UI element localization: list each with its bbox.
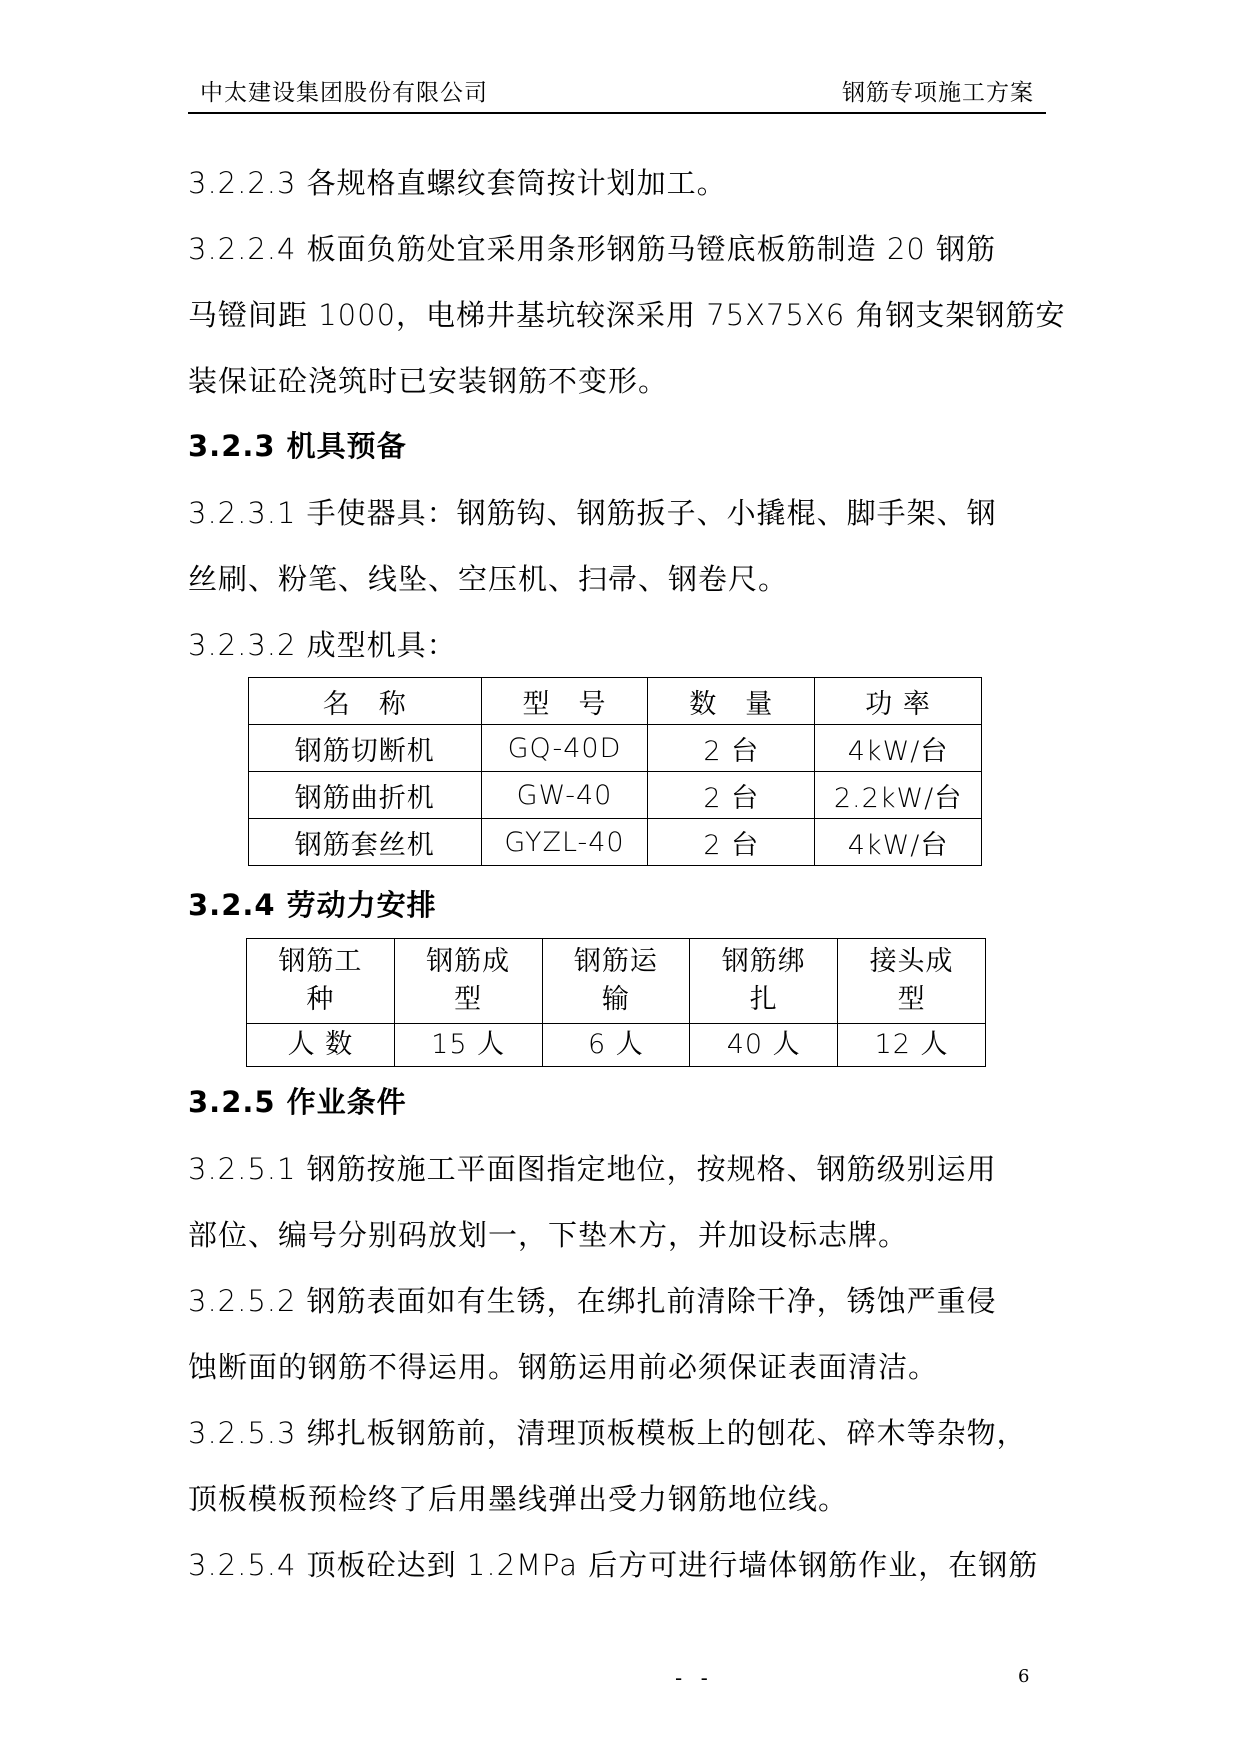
table-cell: 4kW/台 [815, 725, 982, 772]
table-header-row [247, 939, 986, 1024]
table-row [249, 819, 982, 866]
table-row [247, 1024, 986, 1067]
table-row [249, 772, 982, 819]
paragraph-line: 3.2.3.1 手使器具：钢筋钩、钢筋扳子、小撬棍、脚手架、钢 [188, 496, 997, 530]
table-cell: 人 数 [247, 1024, 395, 1067]
table-cell: GQ-40D [481, 725, 648, 772]
paragraph-line: 3.2.5.1 钢筋按施工平面图指定地位，按规格、钢筋级别运用 [188, 1152, 997, 1186]
paragraph-line: 顶板模板预检终了后用墨线弹出受力钢筋地位线。 [188, 1482, 849, 1516]
page-header [188, 70, 1046, 114]
paragraph-line: 蚀断面的钢筋不得运用。钢筋运用前必须保证表面清洁。 [188, 1350, 939, 1384]
paragraph-line: 丝刷、粉笔、线坠、空压机、扫帚、钢卷尺。 [188, 562, 789, 596]
paragraph-line: 部位、编号分别码放划一，下垫木方，并加设标志牌。 [188, 1218, 909, 1252]
table-cell: 钢筋套丝机 [249, 819, 482, 866]
paragraph-line: 3.2.5.2 钢筋表面如有生锈，在绑扎前清除干净，锈蚀严重侵 [188, 1284, 997, 1318]
paragraph-line: 3.2.2.4 板面负筋处宜采用条形钢筋马镫底板筋制造 20 钢筋 [188, 232, 997, 266]
table-cell: 6 人 [542, 1024, 690, 1067]
document-title: 钢筋专项施工方案 [842, 80, 1034, 106]
table-cell: GW-40 [481, 772, 648, 819]
table-cell: 2.2kW/台 [815, 772, 982, 819]
table-cell: 4kW/台 [815, 819, 982, 866]
table-cell: 2 台 [648, 725, 815, 772]
table-cell: 12 人 [838, 1024, 986, 1067]
table-header-cell: 数 量 [648, 678, 815, 725]
section-heading: 3.2.3 机具预备 [188, 429, 407, 463]
section-heading: 3.2.4 劳动力安排 [188, 888, 437, 922]
table-header-cell: 钢筋绑 扎 [690, 939, 838, 1024]
table-cell: 2 台 [648, 772, 815, 819]
paragraph-line: 装保证砼浇筑时已安装钢筋不变形。 [188, 364, 669, 398]
table-header-cell: 功 率 [815, 678, 982, 725]
table-header-cell: 钢筋运 输 [542, 939, 690, 1024]
table-cell: 2 台 [648, 819, 815, 866]
company-name: 中太建设集团股份有限公司 [200, 80, 488, 106]
table-cell: GYZL-40 [481, 819, 648, 866]
table-header-row [249, 678, 982, 725]
table-header-cell: 钢筋工 种 [247, 939, 395, 1024]
paragraph-line: 3.2.3.2 成型机具： [188, 628, 457, 662]
table-row [249, 725, 982, 772]
table-header-cell: 型 号 [481, 678, 648, 725]
table-header-cell: 钢筋成 型 [394, 939, 542, 1024]
table-header-cell: 名 称 [249, 678, 482, 725]
paragraph-line: 3.2.5.3 绑扎板钢筋前，清理顶板模板上的刨花、碎木等杂物， [188, 1416, 1027, 1450]
table-cell: 15 人 [394, 1024, 542, 1067]
machine-table [248, 677, 982, 866]
table-cell: 40 人 [690, 1024, 838, 1067]
labor-table [246, 938, 986, 1067]
section-heading: 3.2.5 作业条件 [188, 1085, 407, 1119]
paragraph-line: 马镫间距 1000，电梯井基坑较深采用 75X75X6 角钢支架钢筋安 [188, 298, 1066, 332]
paragraph-line: 3.2.2.3 各规格直螺纹套筒按计划加工。 [188, 166, 727, 200]
table-header-cell: 接头成 型 [838, 939, 986, 1024]
footer-dashes: - - [675, 1666, 714, 1690]
paragraph-line: 3.2.5.4 顶板砼达到 1.2MPa 后方可进行墙体钢筋作业，在钢筋 [188, 1548, 1039, 1582]
table-cell: 钢筋曲折机 [249, 772, 482, 819]
page-number: 6 [1018, 1666, 1030, 1687]
table-cell: 钢筋切断机 [249, 725, 482, 772]
